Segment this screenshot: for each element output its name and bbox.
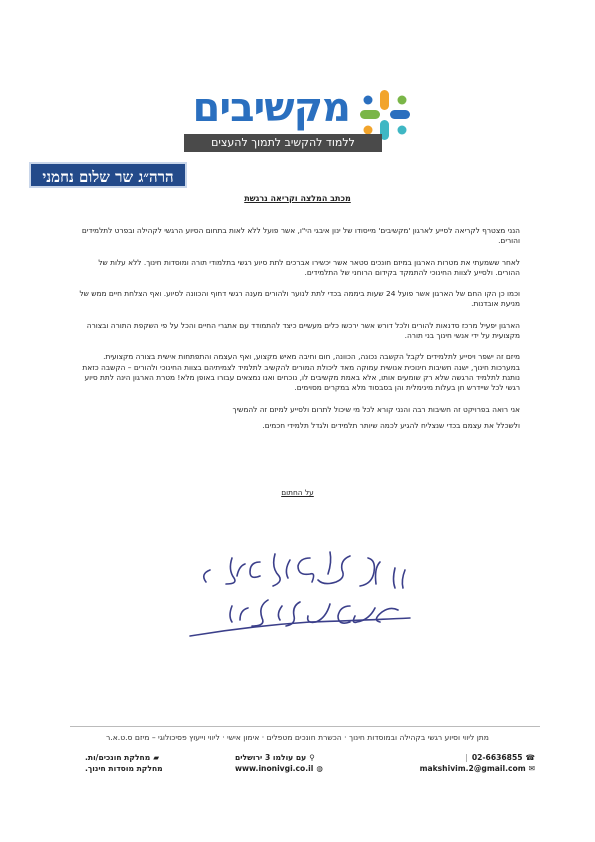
- footer-email[interactable]: ✉makshivim.2@gmail.com: [419, 764, 535, 773]
- organization-logo: [184, 84, 414, 164]
- handwritten-signature: [170, 548, 430, 658]
- letter-paragraph: ולשכלל את עצמם בכדי שנצליח להגיע לכמה שיותר תלמידים ולגדל תלמידי חכמים.: [262, 420, 520, 430]
- envelope-icon: ✉: [528, 764, 535, 773]
- letter-body: [75, 226, 520, 442]
- footer-services-line: מתן ליווי וסיוע רגשי בקהילה ובמוסדות חינוך · הכשרת חונכים מטפלים · אימון אישי · ליווי וייעוץ פסיכולוגי – מיזם ס.ט.א.ר: [106, 733, 489, 742]
- letter-signoff: על החתום: [281, 488, 314, 497]
- location-pin-icon: ⚲: [309, 753, 315, 762]
- footer-phone[interactable]: ☎02-6636855|: [465, 753, 535, 762]
- footer-divider: [70, 726, 540, 727]
- footer-contacts: [85, 752, 535, 778]
- letter-paragraph: הארגון יפעיל מרכז סדנאות להורים ולכל דורש אשר ירכשו כלים מעשיים כיצד להתמודד עם אתגרי החיים והכל על פי השקפת התורה ובצורה מקצועית על ידי אנשי חינוך בני תורה.: [86, 320, 520, 341]
- globe-icon: ◍: [316, 764, 324, 773]
- logo-text: מקשיבים: [192, 85, 350, 131]
- letter-paragraph: מיזם זה ישפר ויסייע לתלמידים לקבל הקשבה נכונה, הכוונה, חום וחיבה מאיש מקצוע, ואף העצמה והתפתחות אישית בצורה מקצועית. במערכות חינוך, ישנה חשיבות חינוכית אנושית עמוקה מאד ליכולת המורים להקשיב לתלמיד לצמיתיהם בצוות החינוכי ולהורים – הקשבה כזאת נותנת לתלמיד הרגשה שלא רק שומעים אותו, אלא באמת מקשיבים לו, נוכחים ואנו נמצאים עבורו באופן מלא! מטרת הארגון הינה לתת סיוע רגשי לכל שיידרש חן בעלות מינימלית והן בסבסוד מלא במקרים מסוימים.: [82, 352, 520, 393]
- footer-website[interactable]: ◍www.inonivgi.co.il: [235, 764, 324, 773]
- footer-address: ⚲עם עולמו 3 ירושלים: [235, 753, 315, 762]
- footer-department-mentors: ▰מחלקת חונכים/ות.: [85, 753, 160, 762]
- letter-paragraph: לאחר ששמעתי את מטרות הארגון במיזם חונכים סטאר אשר יכשירו אברכים לתת סיוע רגשי בתלמודי תורה ומוסדות חינוך. ללא עלות של ההורים. ולסייע לצוות החינוכי להתמקד בקידום הרוחני של התלמידים.: [98, 257, 520, 277]
- letter-paragraph: אני רואה בפרויקט זה חשיבות רבה והנני קורא לכל מי שיכול לתרום ולסייע למיזם זה להמשיך: [232, 404, 520, 414]
- letter-paragraph: הנני מצטרף לקריאה לסייע לארגון 'מקשיבים' מייסודו של ינון איבגי הי"ו, אשר פועל ללא לאות בתחום הסיוע הרגשי לקהילה ובפרט לתלמידים והורים.: [81, 226, 520, 246]
- chat-bubbles-icon: ▰: [153, 753, 160, 762]
- phone-icon: ☎: [525, 753, 535, 762]
- rabbi-name-banner: הרה״ג שר שלום נחמני: [29, 162, 187, 188]
- letter-title: מכתב המלצה וקריאה נרגשת: [244, 194, 351, 203]
- logo-tagline: ללמוד להקשיב לתמוך להעצים: [184, 134, 382, 152]
- letter-paragraph: וכמו כן הקו החם של הארגון אשר פועל 24 שעות ביממה בכדי לתת לנוער ולהורים מענה רגשי דחוף והכוונה לסיוע. ואף הצלחת חיים ממש של מניעת אובדנות.: [79, 289, 520, 309]
- footer-department-institutions: מחלקת מוסדות חינוך.: [85, 764, 163, 773]
